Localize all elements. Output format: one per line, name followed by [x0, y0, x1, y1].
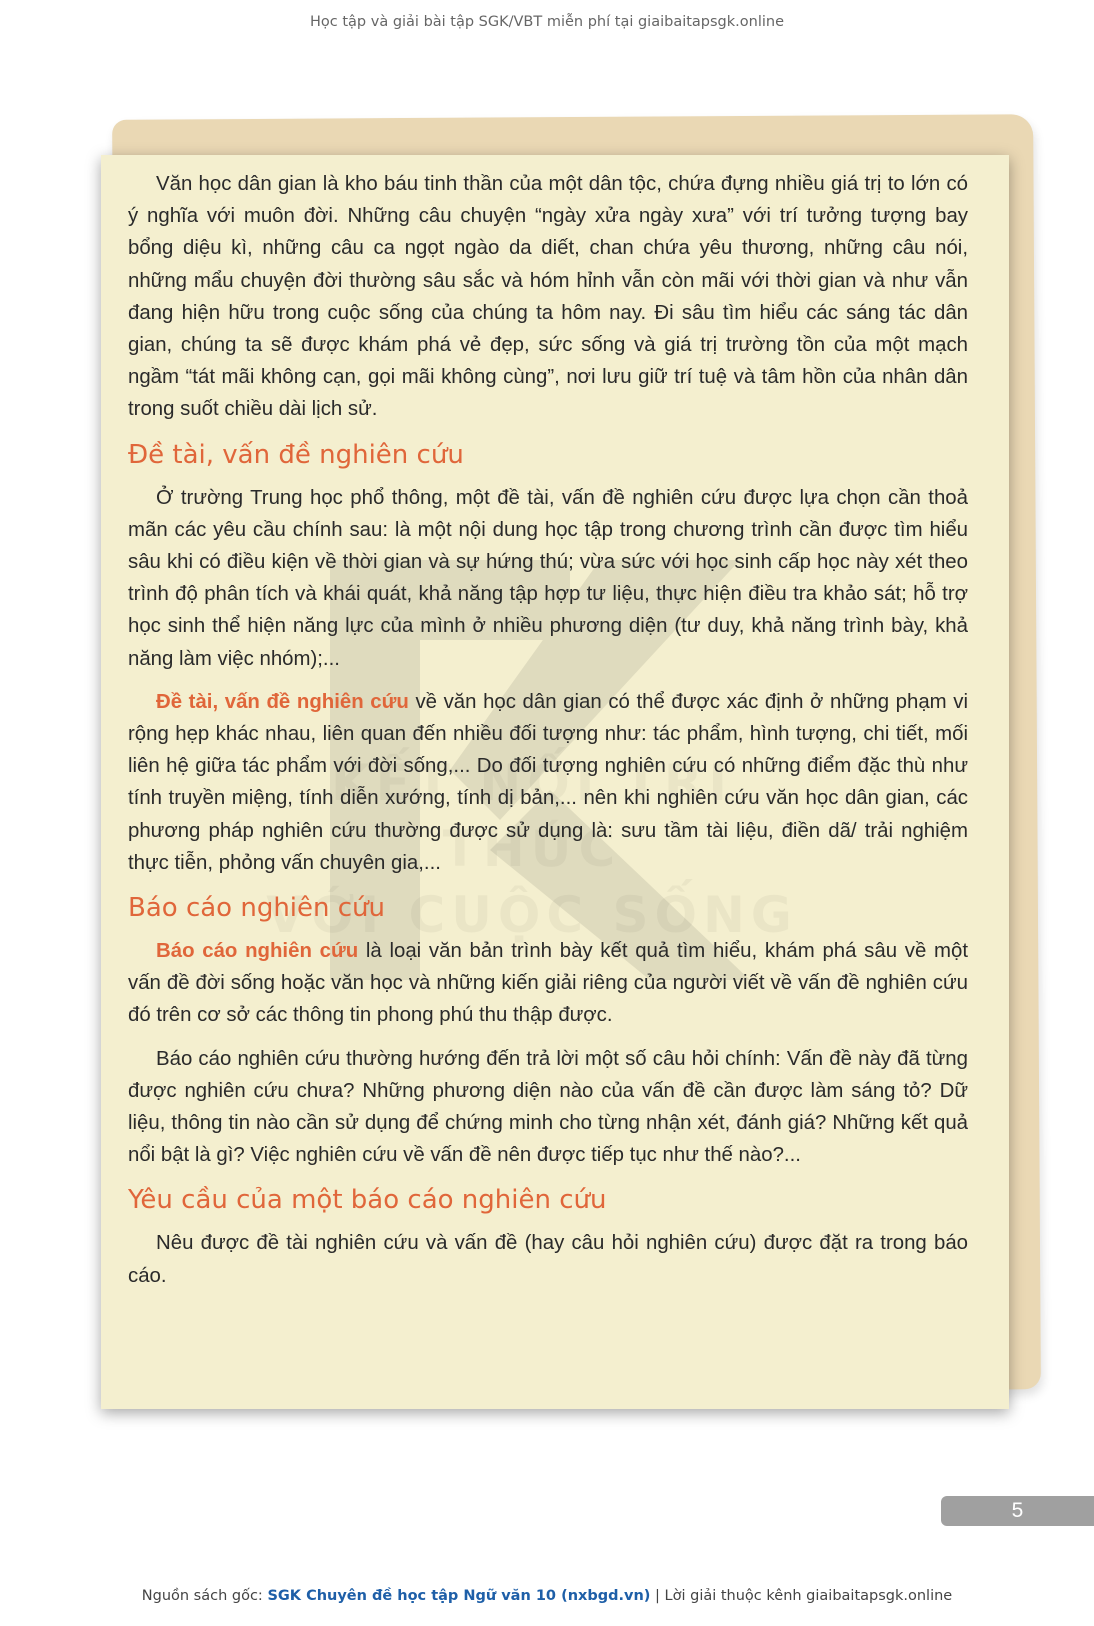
highlight-term: Báo cáo nghiên cứu — [156, 940, 359, 963]
heading-de-tai: Đề tài, vấn đề nghiên cứu — [128, 439, 464, 470]
heading-bao-cao: Báo cáo nghiên cứu — [128, 893, 386, 924]
intro-paragraph: Văn học dân gian là kho báu tinh thần của một dân tộc, chứa đựng nhiều giá trị to lớn có ý nghĩa với muôn đời. Những câu chuyện “ngày xửa ngày xưa” với trí tưởng tượng bay bổng diệu kì, những câu ca ngọt ngào da diết, chan chứa yêu thương, những câu nói, những mẩu chuyện đời thường sâu sắc và hóm hỉnh vẫn còn mãi với thời gian và như vẫn đang hiện hữu trong cuộc sống của chúng ta hôm nay. Đi sâu tìm hiểu các sáng tác dân gian, chúng ta sẽ được khám phá vẻ đẹp, sức sống và giá trị trường tồn của một mạch ngầm “tát mãi không cạn, gọi mãi không cùng”, nơi lưu giữ trí tuệ và tâm hồn của nhân dân trong suốt chiều dài lịch sử. — [128, 173, 968, 421]
footer-suffix: | Lời giải thuộc kênh giaibaitapsgk.online — [650, 1588, 953, 1604]
footer — [0, 1588, 1094, 1604]
top-banner: Học tập và giải bài tập SGK/VBT miễn phí tại giaibaitapsgk.online — [310, 14, 784, 30]
paragraph-bao-cao-questions: Báo cáo nghiên cứu thường hướng đến trả lời một số câu hỏi chính: Vấn đề này đã từng được nghiên cứu chưa? Những phương diện nào của vấn đề cần được làm sáng tỏ? Dữ liệu, thông tin nào cần sử dụng để chứng minh cho từng nhận xét, đánh giá? Những kết quả nổi bật là gì? Việc nghiên cứu về vấn đề nên được tiếp tục như thế nào?... — [128, 1047, 968, 1167]
paragraph-de-tai-requirements: Ở trường Trung học phổ thông, một đề tài, vấn đề nghiên cứu được lựa chọn cần thoả mãn các yêu cầu chính sau: là một nội dung học tập trong chương trình cần được tìm hiểu sâu khi có điều kiện về thời gian và sự hứng thú; vừa sức với học sinh cấp học này xét theo trình độ phân tích và khái quát, khả năng tập hợp tư liệu, thực hiện điều tra khảo sát; hỗ trợ học sinh thể hiện năng lực của mình ở nhiều phương diện (tư duy, khả năng trình bày, khả năng làm việc nhóm);... — [128, 486, 968, 670]
paragraph-yeu-cau: Nêu được đề tài nghiên cứu và vấn đề (hay câu hỏi nghiên cứu) được đặt ra trong báo cáo. — [128, 1232, 968, 1287]
paragraph-de-tai-scope — [128, 686, 968, 879]
footer-source-link[interactable]: SGK Chuyên đề học tập Ngữ văn 10 (nxbgd.vn) — [267, 1588, 651, 1604]
footer-prefix: Nguồn sách gốc: — [141, 1588, 268, 1604]
paragraph-text: là loại văn bản trình bày kết quả tìm hiểu, khám phá sâu về một vấn đề đời sống hoặc văn học và những kiến giải riêng của người viết về vấn đề nghiên cứu đó trên cơ sở các thông tin phong phú thu thập được. — [128, 940, 968, 1027]
highlight-term: Đề tài, vấn đề nghiên cứu — [156, 690, 409, 713]
heading-yeu-cau: Yêu cầu của một báo cáo nghiên cứu — [128, 1185, 607, 1216]
paragraph-bao-cao-definition — [128, 935, 968, 1032]
page-number: 5 — [941, 1496, 1094, 1526]
paragraph-text: về văn học dân gian có thể được xác định ở những phạm vi rộng hẹp khác nhau, liên quan đến nhiều đối tượng như: tác phẩm, hình tượng, chi tiết, mối liên hệ giữa tác phẩm với đời sống,... Do đối tượng nghiên cứu có những điểm đặc thù như tính truyền miệng, tính diễn xướng, tính dị bản,... nên khi nghiên cứu văn học dân gian, các phương pháp nghiên cứu thường được sử dụng là: sưu tầm tài liệu, điền dã/ trải nghiệm thực tiễn, phỏng vấn chuyên gia,... — [128, 690, 968, 874]
text-content — [128, 168, 968, 1292]
